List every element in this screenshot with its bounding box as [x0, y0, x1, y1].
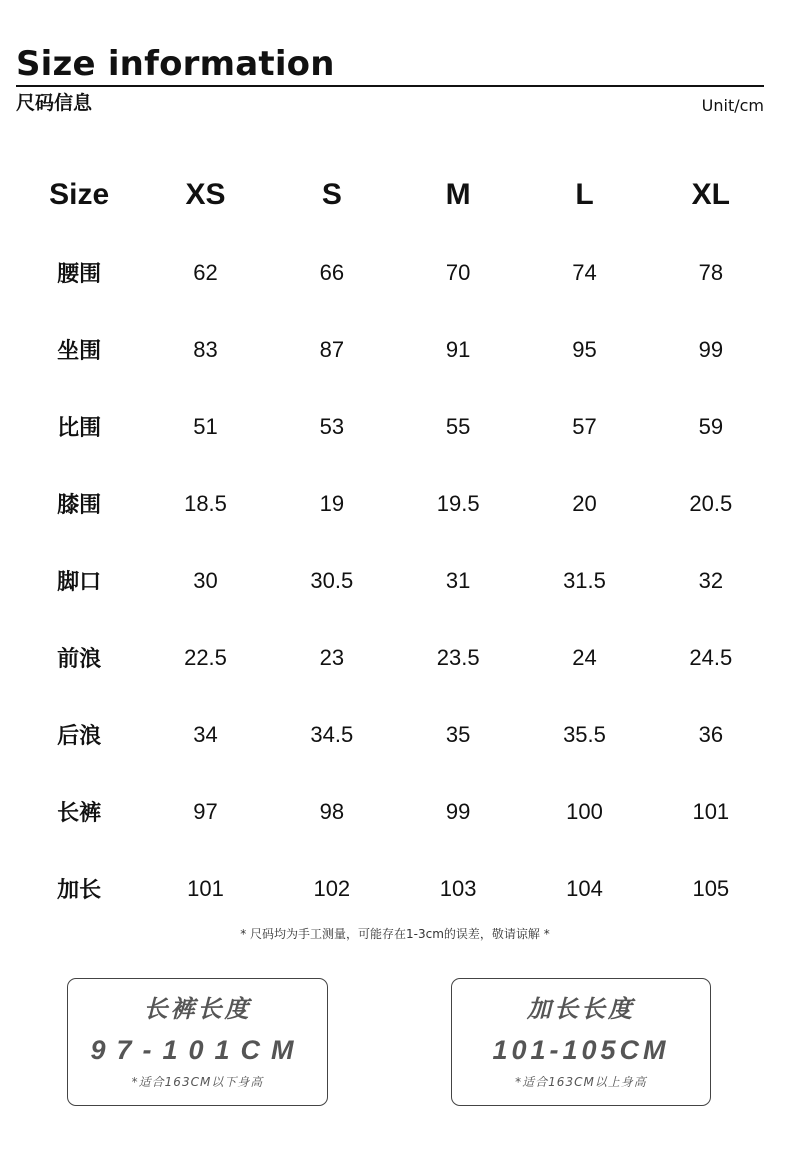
box-range: 97-101CM [90, 1035, 305, 1065]
column-header-xl: XL [691, 178, 730, 211]
header [16, 44, 764, 117]
size-table [16, 156, 774, 927]
table-cell: 19.5 [436, 490, 480, 516]
table-cell: 35 [445, 721, 471, 747]
table-cell: 19 [319, 490, 345, 516]
table-cell: 101 [187, 875, 224, 901]
table-cell: 99 [698, 336, 724, 362]
table-cell: 22.5 [184, 644, 227, 670]
table-cell: 104 [566, 875, 603, 901]
table-cell: 31.5 [563, 567, 606, 593]
unit-label: Unit/cm [701, 96, 764, 115]
row-label: 后浪 [57, 724, 102, 749]
subtitle-row [16, 87, 764, 117]
table-cell: 78 [698, 259, 724, 285]
box-note: *适合163CM以下身高 [131, 1075, 264, 1089]
table-cell: 66 [319, 259, 345, 285]
table-cell: 31 [445, 567, 471, 593]
table-cell: 36 [698, 721, 724, 747]
row-label: 脚口 [57, 570, 102, 595]
table-cell: 100 [566, 798, 603, 824]
box-note: *适合163CM以上身高 [515, 1075, 647, 1089]
table-cell: 83 [193, 336, 218, 362]
table-cell: 35.5 [563, 721, 606, 747]
table-cell: 74 [572, 259, 597, 285]
table-row [16, 850, 774, 927]
table-cell: 97 [193, 798, 218, 824]
table-cell: 95 [572, 336, 597, 362]
table-row [16, 696, 774, 773]
table-row [16, 619, 774, 696]
table-cell: 51 [193, 413, 218, 439]
table-cell: 101 [692, 798, 730, 824]
table-cell: 87 [319, 336, 345, 362]
table-cell: 32 [698, 567, 724, 593]
column-header-m: M [445, 178, 471, 211]
row-label: 前浪 [57, 647, 102, 672]
table-row [16, 542, 774, 619]
table-cell: 30 [193, 567, 218, 593]
extended-length-box [451, 978, 711, 1106]
column-header-size: Size [49, 178, 110, 211]
table-cell: 20 [572, 490, 597, 516]
table-cell: 18.5 [184, 490, 227, 516]
row-label: 比围 [57, 416, 102, 441]
column-header-xs: XS [185, 178, 226, 211]
table-cell: 34 [193, 721, 218, 747]
table-cell: 20.5 [689, 490, 733, 516]
table-cell: 24.5 [689, 644, 733, 670]
table-cell: 30.5 [310, 567, 354, 593]
size-table-body [16, 234, 774, 927]
box-title: 长裤长度 [143, 995, 252, 1023]
column-header-s: S [321, 178, 342, 211]
table-row [16, 388, 774, 465]
box-title: 加长长度 [527, 995, 635, 1023]
table-row [16, 773, 774, 850]
table-cell: 103 [439, 875, 477, 901]
table-row [16, 234, 774, 311]
table-cell: 99 [445, 798, 471, 824]
table-cell: 23 [319, 644, 345, 670]
table-cell: 24 [572, 644, 597, 670]
table-cell: 53 [319, 413, 345, 439]
table-cell: 98 [319, 798, 345, 824]
row-label: 加长 [57, 878, 102, 903]
row-label: 腰围 [57, 262, 102, 287]
column-header-l: L [575, 178, 594, 211]
table-cell: 34.5 [310, 721, 354, 747]
table-row [16, 311, 774, 388]
table-cell: 62 [193, 259, 218, 285]
box-range: 101-105CM [492, 1035, 670, 1065]
page-title: Size information [16, 44, 335, 84]
measurement-footnote: * 尺码均为手工测量，可能存在1-3cm的误差，敬请谅解 * [240, 927, 550, 941]
row-label: 长裤 [57, 801, 102, 826]
table-cell: 57 [572, 413, 597, 439]
table-cell: 91 [445, 336, 471, 362]
size-table-header-row [16, 156, 774, 234]
table-cell: 55 [445, 413, 471, 439]
row-label: 坐围 [57, 339, 102, 364]
table-row [16, 465, 774, 542]
table-cell: 70 [445, 259, 471, 285]
table-cell: 102 [313, 875, 351, 901]
subtitle-chinese: 尺码信息 [16, 92, 93, 114]
regular-length-box [67, 978, 328, 1106]
row-label: 膝围 [57, 493, 102, 518]
table-cell: 23.5 [436, 644, 480, 670]
table-cell: 105 [692, 875, 730, 901]
table-cell: 59 [698, 413, 724, 439]
